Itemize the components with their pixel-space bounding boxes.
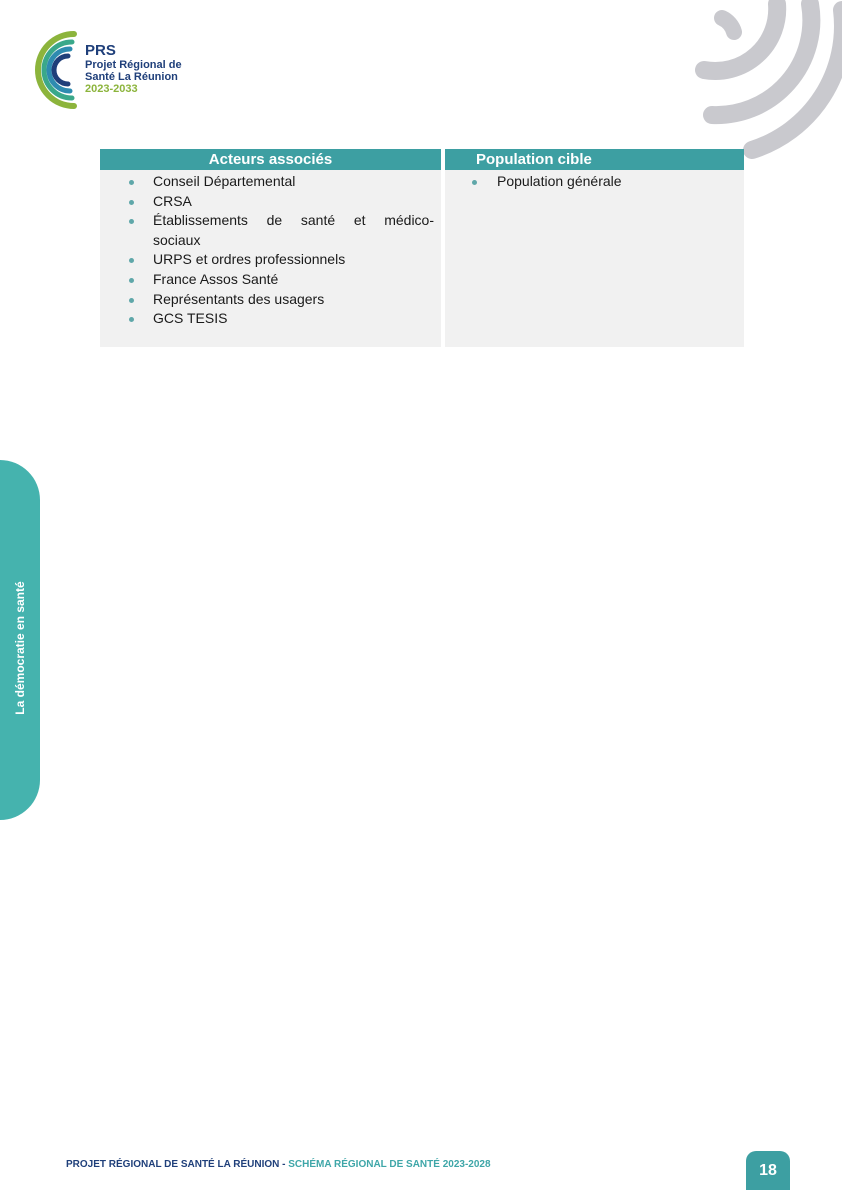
associated-actors-list [100,170,441,329]
bullet-icon [129,258,134,263]
list-item: Représentants des usagers [100,290,441,310]
list-item: France Assos Santé [100,270,441,290]
actors-table [100,149,744,347]
bullet-icon [129,298,134,303]
prs-logo-icon [24,28,86,112]
list-item: CRSA [100,192,441,212]
bullet-icon [129,200,134,205]
page-number: 18 [746,1151,790,1190]
bullet-icon [129,180,134,185]
list-item: URPS et ordres professionnels [100,250,441,270]
list-item: Établissements de santé et médico- sociaux [100,211,441,250]
target-population-header: Population cible [445,149,744,170]
list-item: Conseil Départemental [100,172,441,192]
target-population-list [445,170,744,192]
footer-schema-title: SCHÉMA RÉGIONAL DE SANTÉ 2023-2028 [288,1159,491,1170]
bullet-icon [129,278,134,283]
bullet-icon [129,219,134,224]
target-population-column [445,149,744,347]
prs-logo [24,28,224,114]
logo-acronym: PRS [85,42,116,59]
logo-line-1: Projet Régional de [85,59,182,71]
list-item: GCS TESIS [100,309,441,329]
associated-actors-header: Acteurs associés [100,149,441,170]
associated-actors-column [100,149,441,347]
section-side-label: La démocratie en santé [13,581,27,715]
page-footer [66,1159,491,1170]
bullet-icon [129,317,134,322]
list-item: Population générale [445,172,744,192]
logo-years: 2023-2033 [85,83,138,95]
footer-separator: - [279,1159,289,1170]
bullet-icon [472,180,477,185]
logo-line-2: Santé La Réunion [85,71,178,83]
footer-program-title: PROJET RÉGIONAL DE SANTÉ LA RÉUNION [66,1159,280,1170]
decorative-arcs [692,0,842,160]
